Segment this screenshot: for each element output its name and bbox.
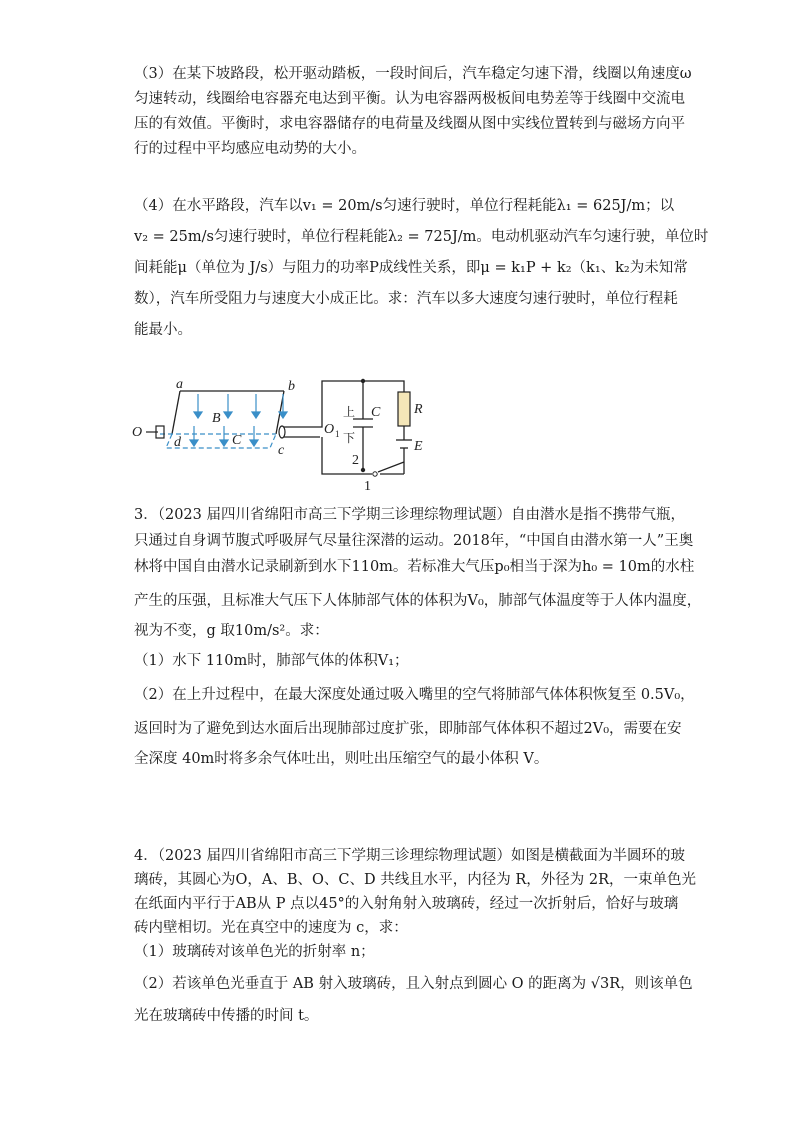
text-line: 在纸面内平行于AB从 P 点以45°的入射角射入玻璃砖，经过一次折射后，恰好与玻璃: [134, 896, 679, 912]
label-down: 下: [343, 431, 356, 445]
label-C-capacitor: C: [371, 405, 381, 420]
text-line: （4）在水平路段，汽车以v₁ = 20m/s匀速行驶时，单位行程耗能λ₁ = 625J/m；以: [134, 198, 675, 214]
text-line: （3）在某下坡路段，松开驱动踏板，一段时间后，汽车稳定匀速下滑，线圈以角速度ω: [134, 66, 692, 82]
question-4: [134, 846, 697, 1030]
text-line: 全深度 40m时将多余气体吐出，则吐出压缩空气的最小体积 V。: [134, 751, 549, 767]
text-line: 砖内壁相切。光在真空中的速度为 c，求：: [134, 920, 408, 936]
question-2-part-3: [134, 64, 692, 164]
resistor: [398, 392, 410, 426]
label-B-field: B: [212, 411, 221, 426]
question-3: [134, 505, 702, 775]
circuit-figure: [128, 376, 438, 494]
text-line: （1）水下 110m时，肺部气体的体积V₁；: [134, 653, 409, 669]
text-line: 间耗能μ（单位为 J/s）与阻力的功率P成线性关系，即μ = k₁P + k₂（k₁、k₂为未知常: [134, 260, 688, 276]
text-line: （2）若该单色光垂直于 AB 射入玻璃砖，且入射点到圆心 O 的距离为 √3R，则该单色: [134, 976, 693, 992]
label-switch-1: 1: [364, 479, 371, 494]
label-E: E: [414, 439, 423, 454]
label-switch-2: 2: [352, 453, 359, 468]
text-line: 光在玻璃砖中传播的时间 t。: [134, 1008, 319, 1024]
label-O: O: [132, 425, 143, 440]
text-line: 只通过自身调节腹式呼吸屏气尽量往深潜的运动。2018年，“中国自由潜水第一人”王奥: [134, 533, 694, 549]
text-line: 能最小。: [134, 322, 192, 338]
text-line: v₂ = 25m/s匀速行驶时，单位行程耗能λ₂ = 725J/m。电动机驱动汽车匀速行驶，单位时: [134, 229, 709, 245]
switch-pivot: [373, 472, 377, 476]
label-up: 上: [343, 405, 356, 419]
text-line: 压的有效值。平衡时，求电容器储存的电荷量及线圈从图中实线位置转到与磁场方向平: [134, 116, 685, 132]
text-line: 数），汽车所受阻力与速度大小成正比。求：汽车以多大速度匀速行驶时，单位行程耗: [134, 291, 678, 307]
text-line: 视为不变，g 取10m/s²。求：: [134, 623, 329, 639]
label-R: R: [414, 402, 423, 417]
text-line: （1）玻璃砖对该单色光的折射率 n；: [134, 944, 375, 960]
text-line: 林将中国自由潜水记录刷新到水下110m。若标准大气压p₀相当于深为h₀ = 10m的水柱: [134, 559, 695, 575]
label-O1: O: [324, 422, 335, 437]
label-d: d: [174, 435, 181, 450]
text-line: 匀速转动，线圈给电容器充电达到平衡。认为电容器两极板间电势差等于线圈中交流电: [134, 91, 685, 107]
question-2-part-4: [134, 196, 709, 351]
text-line: 返回时为了避免到达水面后出现肺部过度扩张，即肺部气体体积不超过2V₀，需要在安: [134, 721, 682, 737]
text-line: 璃砖，其圆心为O，A、B、O、C、D 共线且水平，内径为 R，外径为 2R，一束单色光: [134, 872, 697, 888]
text-line: 产生的压强，且标准大气压下人体肺部气体的体积为V₀，肺部气体温度等于人体内温度，: [134, 593, 702, 609]
label-a: a: [176, 377, 183, 392]
label-b: b: [288, 379, 295, 394]
label-c: c: [278, 443, 285, 458]
text-line: 行的过程中平均感应电动势的大小。: [134, 141, 366, 157]
junction-dot: [361, 379, 365, 383]
label-C-coil: C: [232, 433, 242, 448]
switch-contact: [361, 468, 365, 472]
text-line: （2）在上升过程中，在最大深度处通过吸入嘴里的空气将肺部气体体积恢复至 0.5V₀，: [134, 687, 695, 703]
text-line: 3．（2023 届四川省绵阳市高三下学期三诊理综物理试题）自由潜水是指不携带气瓶，: [134, 507, 685, 523]
text-line: 4．（2023 届四川省绵阳市高三下学期三诊理综物理试题）如图是横截面为半圆环的玻: [134, 848, 685, 864]
label-O1-sub: 1: [335, 429, 340, 439]
